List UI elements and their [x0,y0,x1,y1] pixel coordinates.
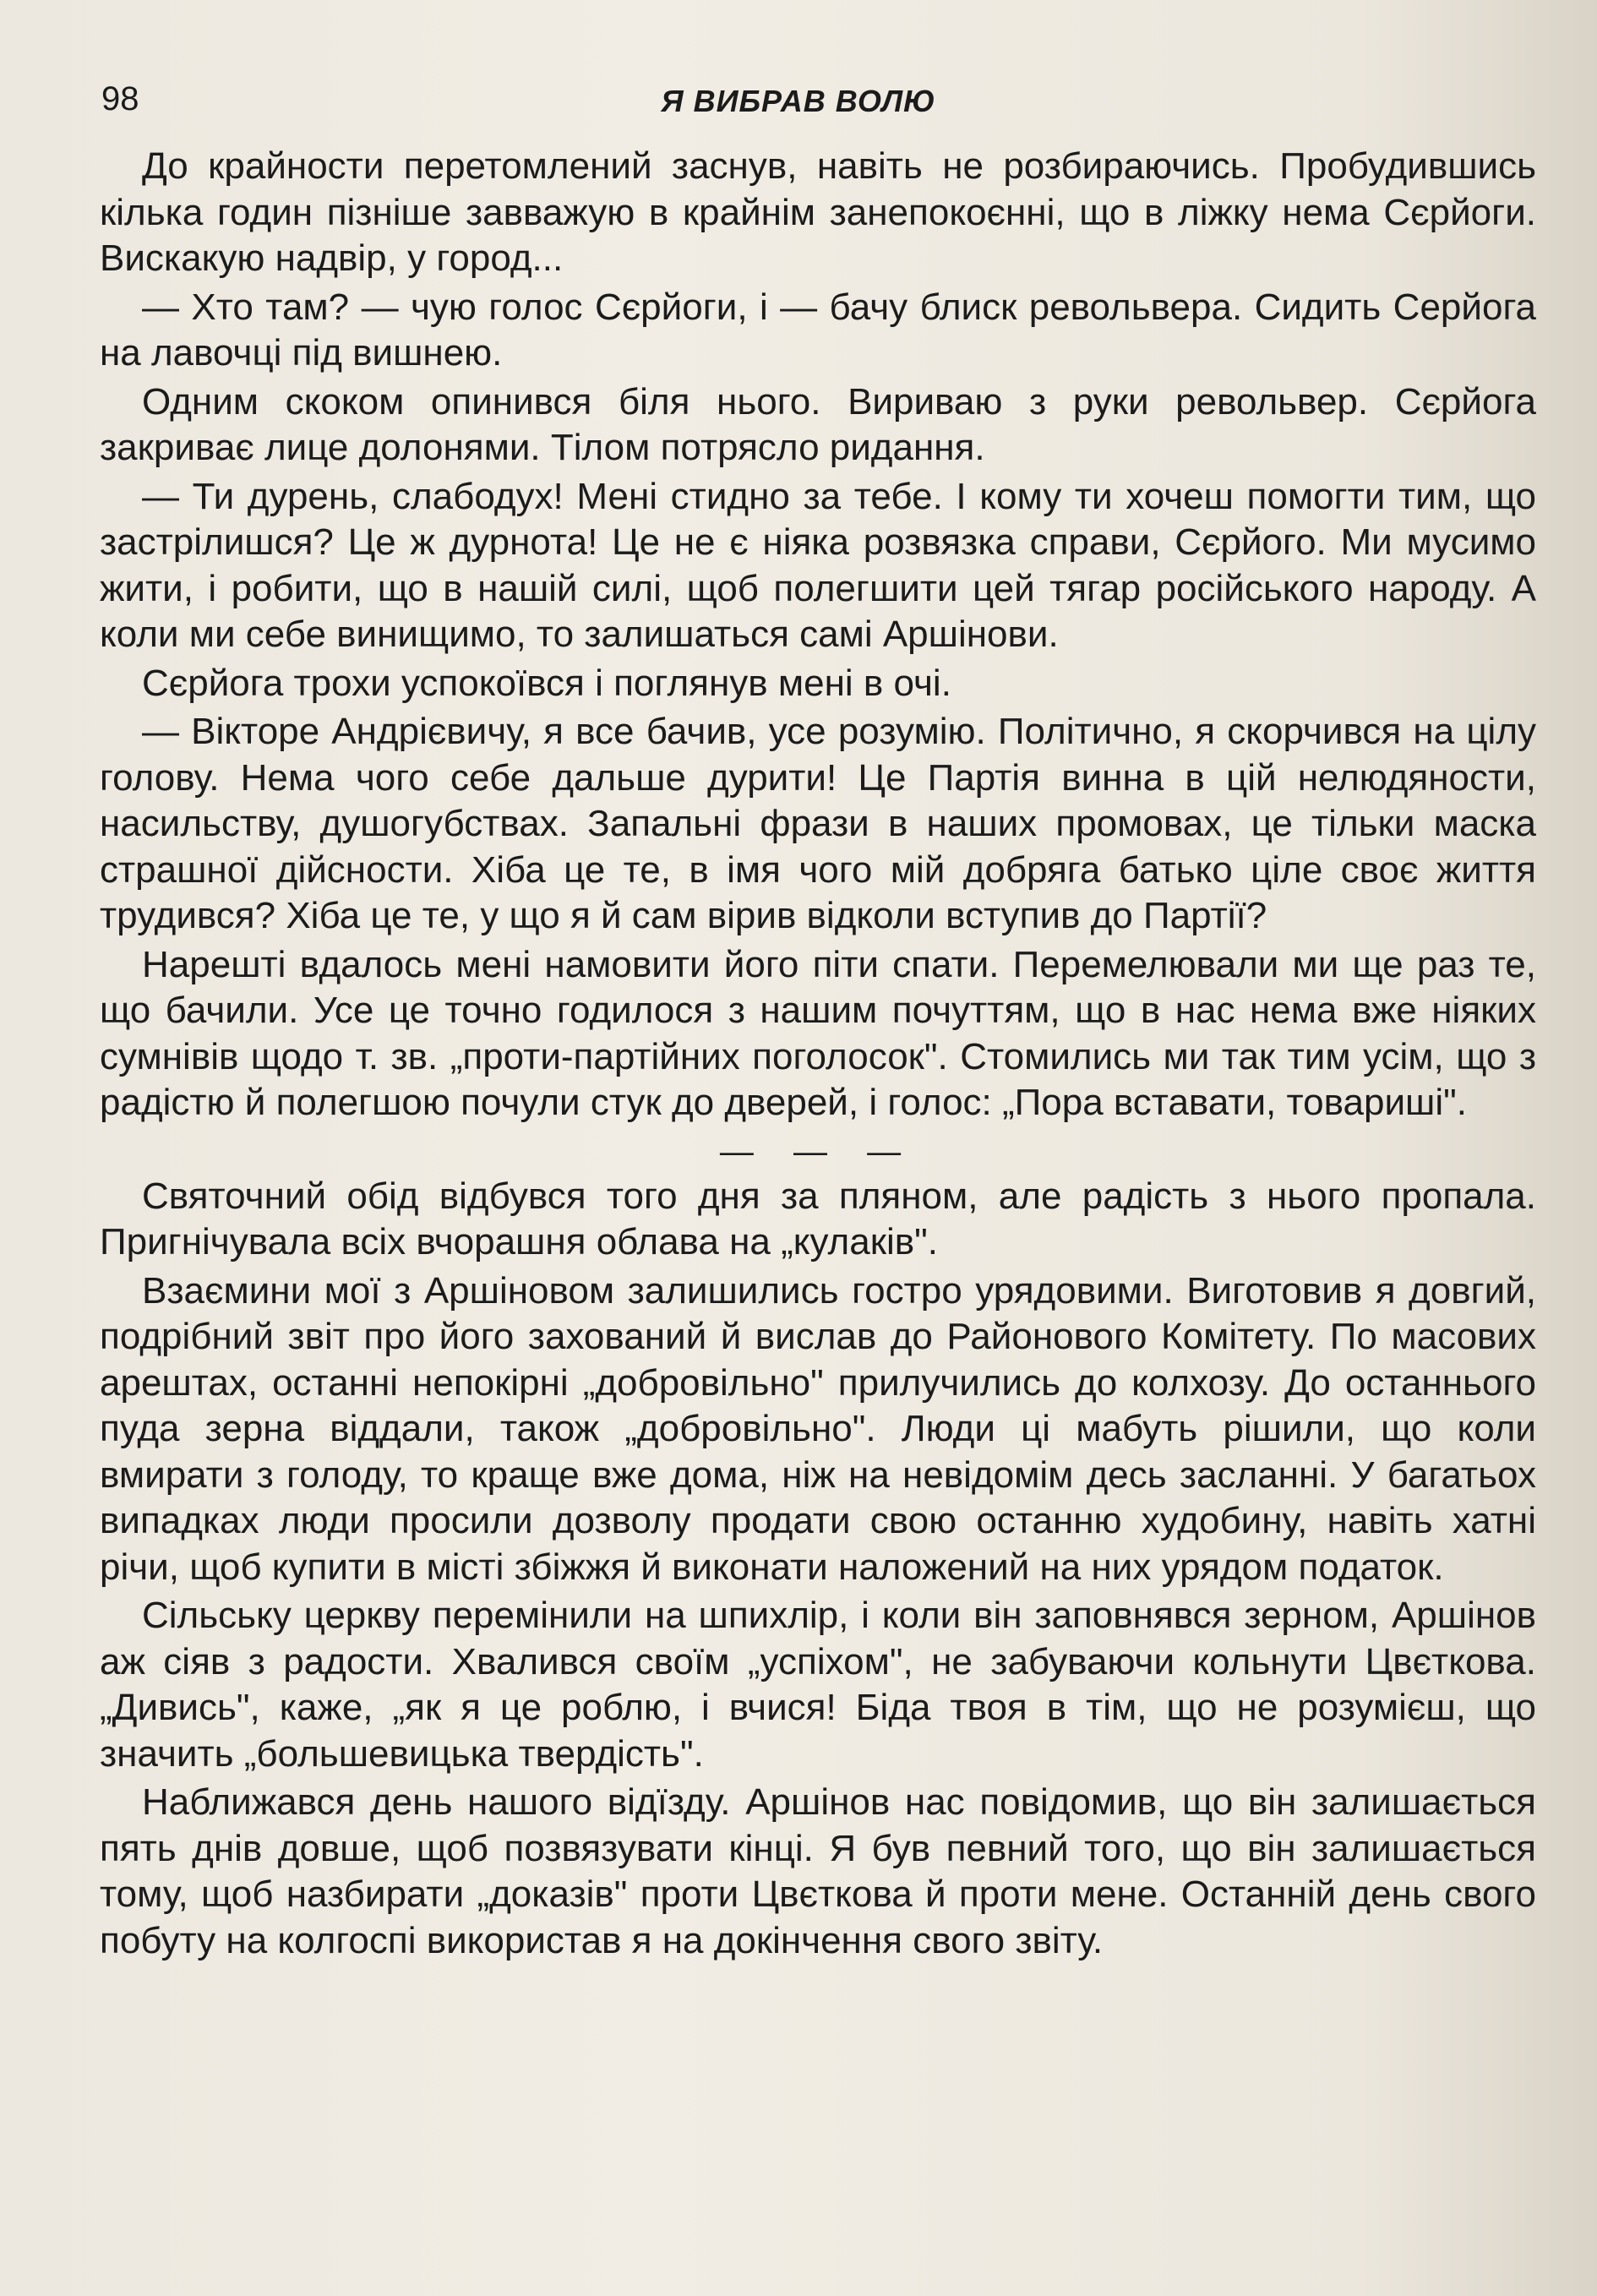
paragraph: Наближався день нашого відїзду. Аршінов нас повідомив, що він залишається пять днів довше, щоб позвязувати кінці. Я був певний того, що він залишається тому, щоб назбирати „доказів" проти Цвєткова й проти мене. Останній день свого побуту на колгоспі використав я на докінчення свого звіту. [100,1781,1536,1961]
paragraph: — Ти дурень, слабодух! Мені стидно за тебе. І кому ти хочеш помогти тим, що застрілишся? Це ж дурнота! Це не є ніяка розвязка справи, Сєрйого. Ми мусимо жити, і робити, що в нашій силі, щоб полегшити цей тягар російського народу. А коли ми себе винищимо, то залишаться самі Аршінови. [100,475,1536,655]
paragraph: Взаємини мої з Аршіновом залишились гостро урядовими. Виготовив я довгий, подрібний звіт про його захований й вислав до Районового Комітету. По масових арештах, останні непокірні „добровільно" прилучились до колхозу. До останнього пуда зерна віддали, також „добровільно". Люди ці мабуть рішили, що коли вмирати з голоду, то краще вже дома, ніж на невідомім десь засланні. У багатьох випадках люди просили дозволу продати свою останню худобину, навіть хатні річи, щоб купити в місті збіжжя й виконати наложений на них урядом податок. [100,1269,1536,1588]
paragraph: Одним скоком опинився біля нього. Вириваю з руки револьвер. Сєрйога закриває лице долонями. Тілом потрясло ридання. [100,380,1536,468]
page-header [101,80,1496,131]
paragraph: Святочний обід відбувся того дня за пляном, але радість з нього пропала. Пригнічувала всіх вчорашня облава на „кулаків". [100,1175,1536,1263]
section-separator: — — — [719,1132,917,1170]
page-number: 98 [101,80,139,117]
paragraph: Нарешті вдалось мені намовити його піти спати. Перемелювали ми ще раз те, що бачили. Усе це точно годилося з нашим почуттям, що в нас нема вже ніяких сумнівів щодо т. зв. „проти-партійних поголосок". Стомились ми так тим усім, що з радістю й полегшою почули стук до дверей, і голос: „Пора вставати, товариші". [100,943,1536,1123]
body-text [100,144,1536,1966]
paragraph: Сєрйога трохи успокоївся і поглянув мені в очі. [142,662,951,704]
paragraph: До крайности перетомлений заснув, навіть не розбираючись. Пробудившись кілька годин пізніше завважую в крайнім занепокоєнні, що в ліжку нема Сєрйоги. Вискакую надвір, у город... [100,145,1536,279]
paragraph: — Хто там? — чую голос Сєрйоги, і — бачу блиск револьвера. Сидить Серйога на лавочці під вишнею. [100,286,1536,374]
paragraph: Сільську церкву перемінили на шпихлір, і коли він заповнявся зерном, Аршінов аж сіяв з радости. Хвалився своїм „успіхом", не забуваючи кольнути Цвєткова. „Дивись", каже, „як я це роблю, і вчися! Біда твоя в тім, що не розумієш, що значить „большевицька твердість". [100,1595,1536,1775]
paragraph: — Вікторе Андрієвичу, я все бачив, усе розумію. Політично, я скорчився на цілу голову. Нема чого себе дальше дурити! Це Партія винна в цій нелюдяности, насильству, душогубствах. Запальні фрази в наших промовах, це тільки маска страшної дійсности. Хіба це те, в імя чого мій добряга батько ціле своє життя трудився? Хіба це те, у що я й сам вірив відколи вступив до Партії? [100,711,1536,936]
running-title: Я ВИБРАВ ВОЛЮ [661,84,936,118]
